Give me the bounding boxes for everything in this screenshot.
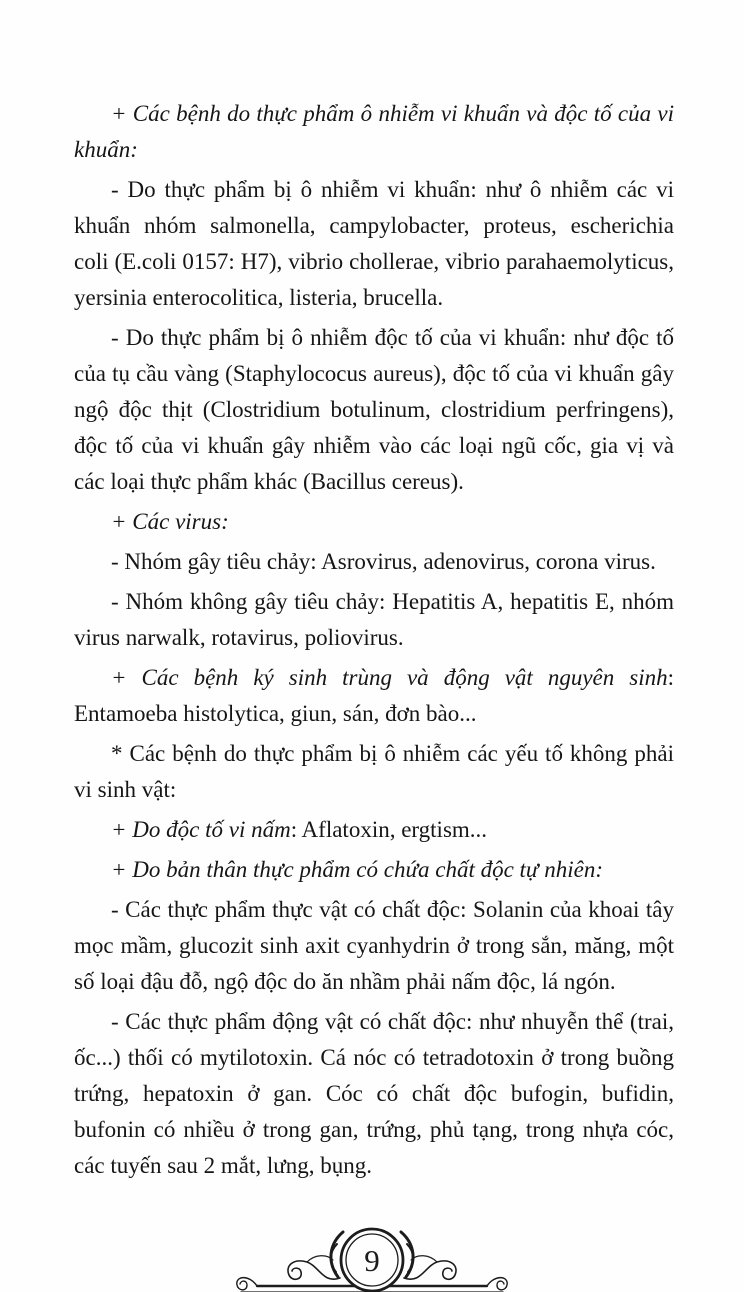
para-bacterial-toxins: - Do thực phẩm bị ô nhiễm độc tố của vi khuẩn: như độc tố của tụ cầu vàng (Staphylococus aureus), độc tố của vi khuẩn gây ngộ độc thịt (Clostridium botulinum, clostridium perfringens), độc tố của vi khuẩn gây nhiễm vào các loại ngũ cốc, gia vị và các loại thực phẩm khác (Bacillus cereus). — [74, 325, 674, 494]
heading-fungal-normal-part: : Aflatoxin, ergtism... — [290, 817, 488, 842]
para-nonmicrobial-factors: * Các bệnh do thực phẩm bị ô nhiễm các yếu tố không phải vi sinh vật: — [74, 741, 674, 802]
heading-natural-toxins: + Do bản thân thực phẩm có chứa chất độc tự nhiên: — [111, 857, 603, 882]
heading-parasitic-diseases — [74, 660, 674, 732]
para-animal-toxins: - Các thực phẩm động vật có chất độc: như nhuyễn thể (trai, ốc...) thối có mytilotoxin. Cá nóc có tetradotoxin ở trong buồng trứng, hepatoxin ở gan. Cóc có chất độc bufogin, bufidin, bufonin có nhiều ở trong gan, trứng, phủ tạng, trong nhựa cóc, các tuyến sau 2 mắt, lưng, bụng. — [74, 1009, 674, 1178]
right-flourish — [401, 1232, 509, 1292]
page-footer-ornament — [0, 1214, 744, 1292]
heading-viruses: + Các virus: — [111, 509, 229, 534]
heading-fungal-toxins — [74, 812, 674, 848]
left-flourish — [235, 1232, 343, 1292]
heading-parasitic-italic-part: + Các bệnh ký sinh trùng và động vật nguyên sinh — [111, 665, 668, 690]
para-virus-nondiarrhea: - Nhóm không gây tiêu chảy: Hepatitis A, hepatitis E, nhóm virus narwalk, rotavirus, poliovirus. — [74, 589, 674, 650]
para-virus-diarrhea: - Nhóm gây tiêu chảy: Asrovirus, adenovirus, corona virus. — [111, 549, 656, 574]
heading-fungal-italic-part: + Do độc tố vi nấm — [111, 817, 291, 842]
para-plant-toxins: - Các thực phẩm thực vật có chất độc: Solanin của khoai tây mọc mầm, glucozit sinh axit cyanhydrin ở trong sắn, măng, một số loại đậu đỗ, ngộ độc do ăn nhầm phải nấm độc, lá ngón. — [74, 897, 674, 994]
page-number: 9 — [364, 1243, 380, 1278]
flourish-divider-icon — [227, 1214, 517, 1292]
heading-parasitic-normal-part: : Entamoeba histolytica, giun, sán, đơn bào... — [74, 665, 674, 726]
heading-bacterial-diseases: + Các bệnh do thực phẩm ô nhiễm vi khuẩn và độc tố của vi khuẩn: — [74, 101, 674, 162]
para-bacterial-contamination: - Do thực phẩm bị ô nhiễm vi khuẩn: như ô nhiễm các vi khuẩn nhóm salmonella, campylobacter, proteus, escherichia coli (E.coli 0157: H7), vibrio chollerae, vibrio parahaemolyticus, yersinia enterocolitica, listeria, brucella. — [74, 177, 674, 310]
